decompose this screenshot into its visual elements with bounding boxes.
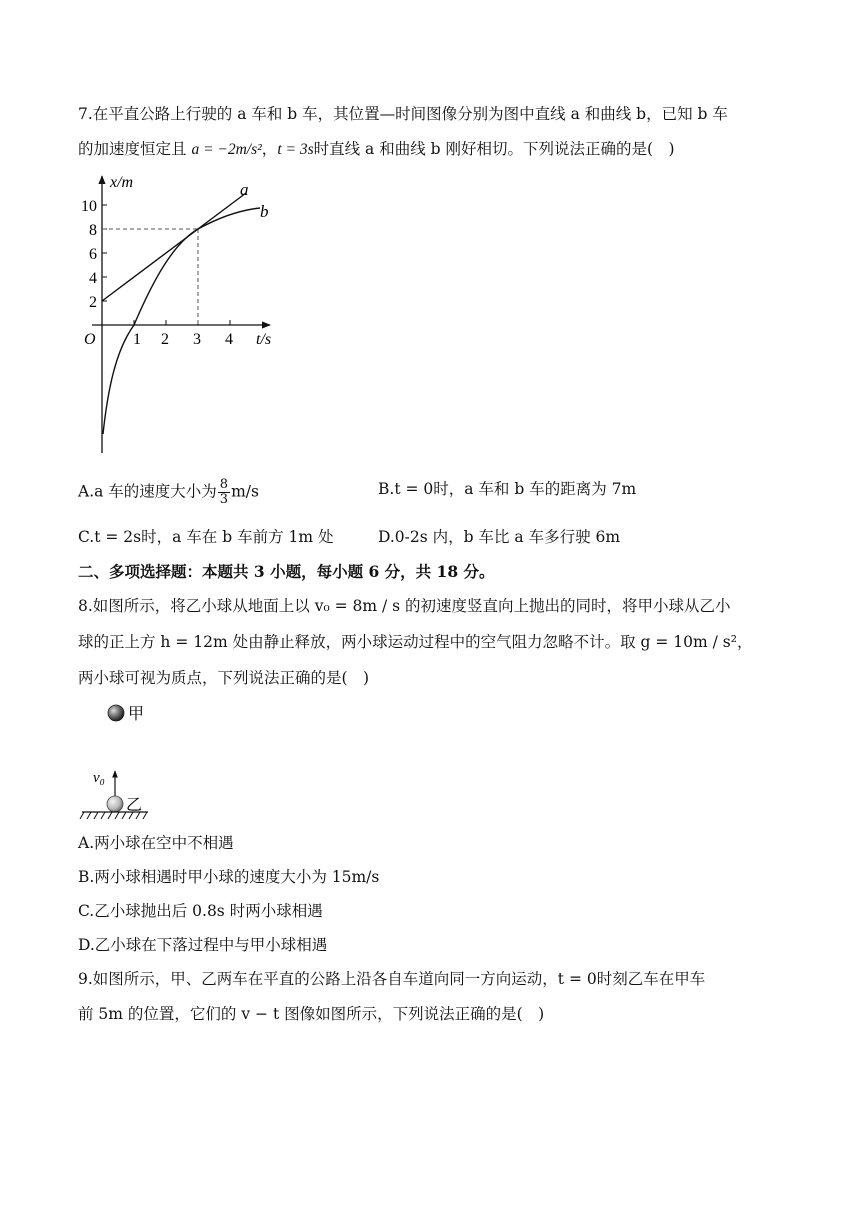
y-tick-label-2: 2 <box>89 294 97 311</box>
ball-jia <box>108 705 124 721</box>
q7-option-b: B.t = 0时，a 车和 b 车的距离为 7m <box>378 480 637 498</box>
ball-yi-label: 乙 <box>126 797 143 814</box>
curve-a-label: a <box>240 180 249 199</box>
q7-comma: ， <box>261 140 278 158</box>
fraction-denominator: 3 <box>219 492 229 507</box>
x-tick-label-4: 4 <box>225 331 233 348</box>
line-a <box>102 193 246 301</box>
y-tick-label-8: 8 <box>89 222 97 239</box>
q7-option-a <box>78 478 259 507</box>
q7-stem-end: 时直线 a 和曲线 b 刚好相切。下列说法正确的是( ) <box>313 140 675 158</box>
ball-yi <box>107 796 123 812</box>
q7-time: t = 3s <box>277 141 314 158</box>
q7-stem-line1: 7.在平直公路上行驶的 a 车和 b 车，其位置—时间图像分别为图中直线 a 和曲线 b，已知 b 车 <box>78 105 728 123</box>
x-tick-label-3: 3 <box>193 331 201 348</box>
curve-b-label: b <box>260 202 269 221</box>
curve-b <box>103 208 260 434</box>
q7-option-c: C.t = 2s时，a 车在 b 车前方 1m 处 <box>78 528 334 546</box>
q8-stem-line3: 两小球可视为质点，下列说法正确的是( ) <box>78 669 370 687</box>
q8-stem-line1: 8.如图所示，将乙小球从地面上以 v₀ = 8m / s 的初速度竖直向上抛出的同时，将甲小球从乙小 <box>78 597 731 615</box>
ball-jia-label: 甲 <box>128 706 145 723</box>
x-tick-label-1: 1 <box>133 331 141 348</box>
q8-option-b: B.两小球相遇时甲小球的速度大小为 15m/s <box>78 868 380 886</box>
x-tick-label-2: 2 <box>161 331 169 348</box>
q7-stem-line2 <box>78 138 675 161</box>
q8-stem-line2: 球的正上方 h = 12m 处由静止释放，两小球运动过程中的空气阻力忽略不计。取 g = 10m / s²， <box>78 633 753 651</box>
q8-option-c: C.乙小球抛出后 0.8s 时两小球相遇 <box>78 902 323 920</box>
y-tick-label-10: 10 <box>81 198 97 215</box>
q7-option-a-unit: m/s <box>231 482 259 501</box>
y-tick-label-6: 6 <box>89 246 97 263</box>
q7-option-d: D.0-2s 内，b 车比 a 车多行驶 6m <box>378 528 621 546</box>
fraction-numerator: 8 <box>219 477 229 492</box>
v0-label: v₀ <box>93 770 105 786</box>
q8-option-d: D.乙小球在下落过程中与甲小球相遇 <box>78 936 328 954</box>
origin-label: O <box>84 331 96 348</box>
q7-acceleration: a = −2m/s² <box>191 141 262 158</box>
y-tick-label-4: 4 <box>89 270 97 287</box>
q8-option-a: A.两小球在空中不相遇 <box>78 834 234 852</box>
ball-diagram <box>78 698 198 824</box>
q9-stem-line2: 前 5m 的位置，它们的 v − t 图像如图所示，下列说法正确的是( ) <box>78 1005 545 1023</box>
q9-stem-line1: 9.如图所示，甲、乙两车在平直的公路上沿各自车道向同一方向运动，t = 0时刻乙车在甲车 <box>78 970 706 988</box>
section-heading: 二、多项选择题：本题共 3 小题，每小题 6 分，共 18 分。 <box>78 562 495 581</box>
q7-stem-text: 的加速度恒定且 <box>78 140 192 158</box>
y-axis-label: x/m <box>110 174 134 191</box>
q7-option-a-text: A.a 车的速度大小为 <box>78 482 217 501</box>
x-axis-label: t/s <box>256 331 272 348</box>
q7-option-a-fraction <box>218 478 230 507</box>
xt-graph <box>78 168 298 458</box>
